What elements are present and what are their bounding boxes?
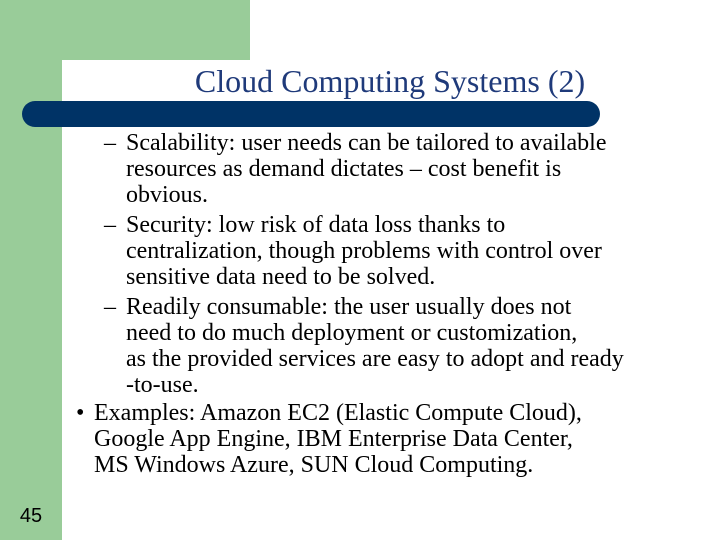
body-line: Google App Engine, IBM Enterprise Data Center, bbox=[94, 426, 573, 452]
top-decoration-bar bbox=[0, 0, 250, 60]
body-line: need to do much deployment or customization, bbox=[126, 320, 578, 346]
body-line: resources as demand dictates – cost benefit is bbox=[126, 156, 562, 182]
body-line: Scalability: user needs can be tailored to available bbox=[126, 130, 607, 156]
body-line: centralization, though problems with control over bbox=[126, 238, 602, 264]
body-line: sensitive data need to be solved. bbox=[126, 264, 436, 290]
slide-number: 45 bbox=[19, 505, 43, 527]
sub-bullet-scalability bbox=[76, 130, 716, 208]
title-underline-bar bbox=[22, 101, 600, 127]
side-decoration-bar bbox=[0, 0, 62, 540]
dash-marker: – bbox=[104, 212, 116, 238]
bullet-examples bbox=[76, 400, 716, 478]
bullet-marker: • bbox=[76, 400, 85, 426]
sub-bullet-security bbox=[76, 212, 716, 290]
slide-body bbox=[76, 130, 716, 478]
body-line: as the provided services are easy to adopt and ready bbox=[126, 346, 624, 372]
dash-marker: – bbox=[104, 294, 116, 320]
slide-title: Cloud Computing Systems (2) bbox=[194, 63, 586, 99]
dash-marker: – bbox=[104, 130, 116, 156]
body-line: -to-use. bbox=[126, 372, 199, 398]
body-line: obvious. bbox=[126, 182, 209, 208]
body-line: Security: low risk of data loss thanks to bbox=[126, 212, 506, 238]
body-line: Readily consumable: the user usually does not bbox=[126, 294, 572, 320]
body-line: Examples: Amazon EC2 (Elastic Compute Cloud), bbox=[94, 400, 582, 426]
body-line: MS Windows Azure, SUN Cloud Computing. bbox=[94, 452, 534, 478]
sub-bullet-consumable bbox=[76, 294, 716, 398]
